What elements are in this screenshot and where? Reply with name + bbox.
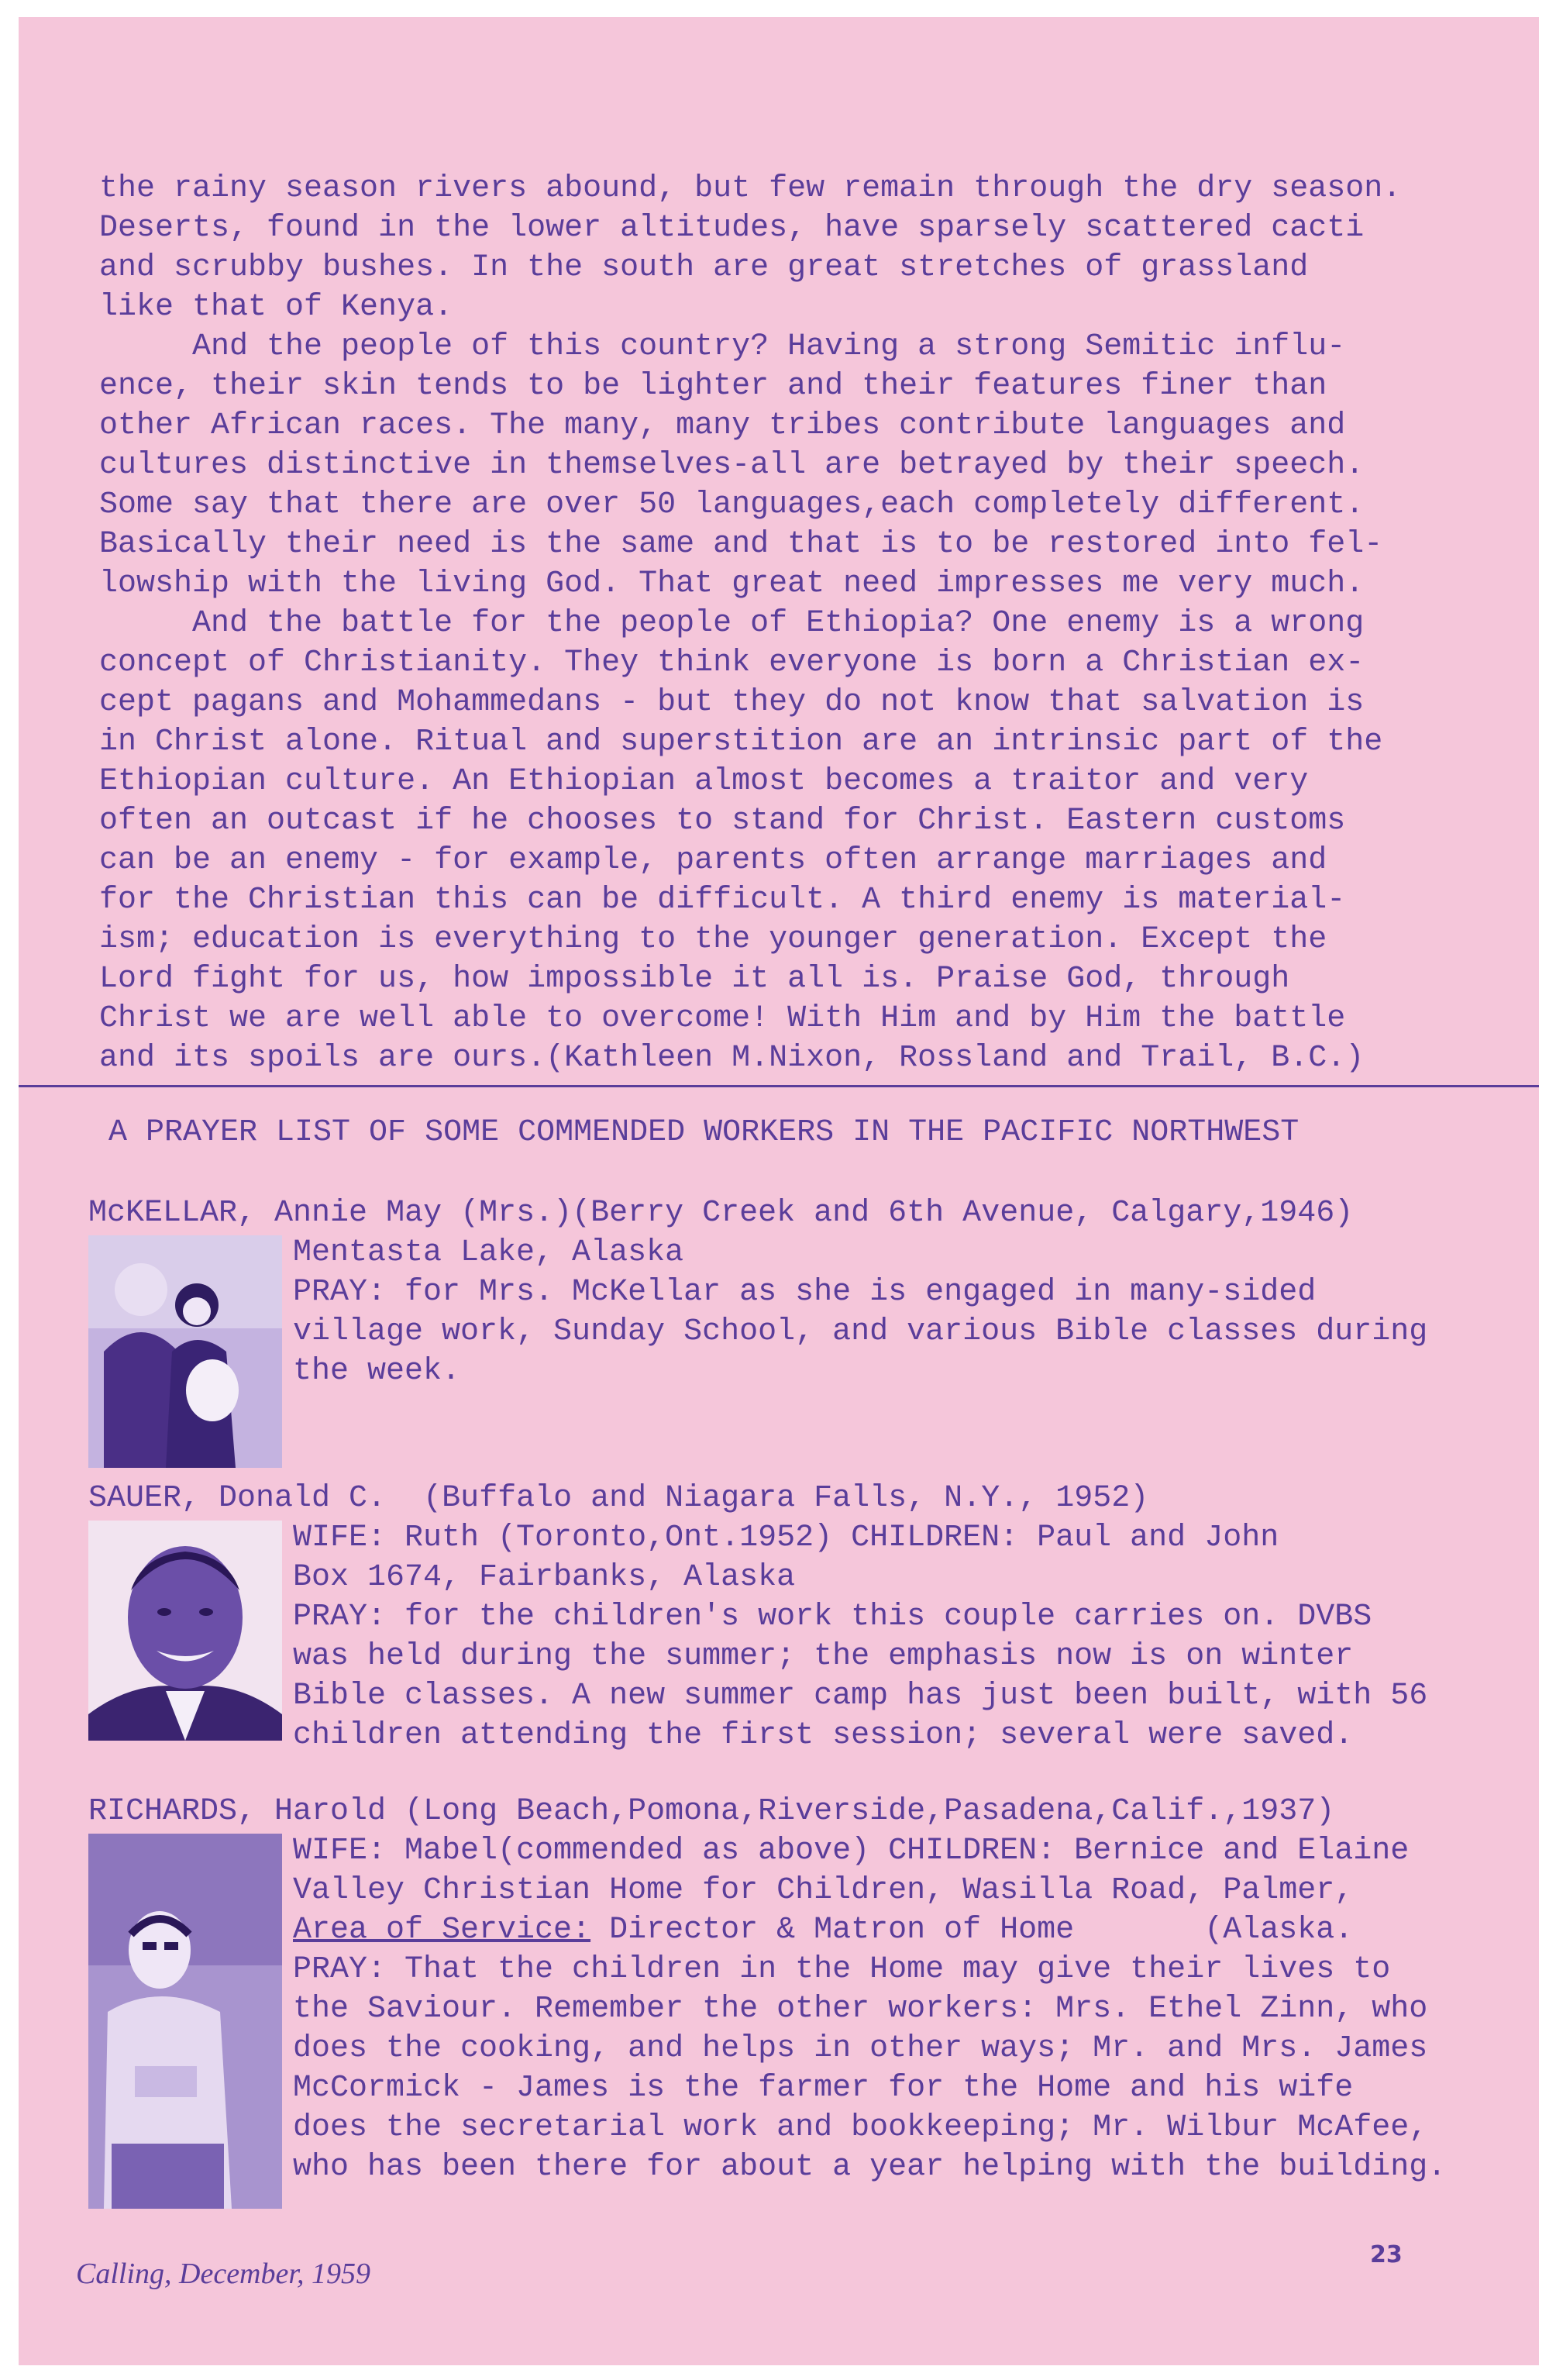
worker-photo-mckellar	[88, 1235, 282, 1468]
worker-name-line: McKELLAR, Annie May (Mrs.)(Berry Creek and 6th Avenue, Calgary,1946)	[88, 1196, 1354, 1231]
sauer-photo-image	[88, 1521, 282, 1741]
worker-photo-sauer	[88, 1521, 282, 1741]
worker-details: Mentasta Lake, Alaska PRAY: for Mrs. McKellar as she is engaged in many-sided village work, Sunday School, and various Bible classes during the week.	[293, 1235, 1428, 1389]
prayer-list-heading: A PRAYER LIST OF SOME COMMENDED WORKERS IN THE PACIFIC NORTHWEST	[108, 1115, 1300, 1150]
worker-entry-richards	[88, 1792, 1447, 2185]
worker-details	[293, 1831, 1446, 2187]
worker-name-line: SAUER, Donald C. (Buffalo and Niagara Falls, N.Y., 1952)	[88, 1481, 1149, 1516]
page-number: 23	[1370, 2241, 1403, 2268]
worker-entry-mckellar	[88, 1193, 1428, 1389]
section-divider	[19, 1085, 1539, 1087]
mckellar-photo-image	[88, 1235, 282, 1468]
richards-photo-image	[88, 1834, 282, 2209]
area-of-service-label: Area of Service:	[293, 1913, 591, 1948]
worker-details-part: WIFE: Mabel(commended as above) CHILDREN: Bernice and Elaine Valley Christian Home for Children, Wasilla Road, Palmer,	[293, 1834, 1410, 1908]
worker-details: WIFE: Ruth (Toronto,Ont.1952) CHILDREN: Paul and John Box 1674, Fairbanks, Alaska PRAY: for the children's work this couple carries on. DVBS was held during the summer; the emphasis now is on winter Bible classes. A new summer camp has just been built, with 56 children attending the first session; several were saved.	[293, 1521, 1428, 1753]
worker-entry-sauer	[88, 1479, 1428, 1753]
worker-photo-richards	[88, 1834, 282, 2209]
worker-name-line: RICHARDS, Harold (Long Beach,Pomona,Riverside,Pasadena,Calif.,1937)	[88, 1794, 1335, 1829]
magazine-page	[19, 17, 1539, 2365]
intro-article-text: the rainy season rivers abound, but few remain through the dry season. Deserts, found in the lower altitudes, have sparsely scattered cacti and scrubby bushes. In the south are great stretches of grassland like that of Kenya. And the people of this country? Having a strong Semitic influ- ence, their skin tends to be lighter and their features finer than other African races. The many, many tribes contribute languages and cultures distinctive in themselves-all are betrayed by their speech. Some say that there are over 50 languages,each completely different. Basically their need is the same and that is to be restored into fel- lowship with the living God. That great need impresses me very much. And the battle for the people of Ethiopia? One enemy is a wrong concept of Christianity. They think everyone is born a Christian ex- cept pagans and Mohammedans - but they do not know that salvation is in Christ alone. Ritual and superstition are an intrinsic part of the Ethiopian culture. An Ethiopian almost becomes a traitor and very often an outcast if he chooses to stand for Christ. Eastern customs can be an enemy - for example, parents often arrange marriages and for the Christian this can be difficult. A third enemy is material- ism; education is everything to the younger generation. Except the Lord fight for us, how impossible it all is. Praise God, through Christ we are well able to overcome! With Him and by Him the battle and its spoils are ours.(Kathleen M.Nixon, Rossland and Trail, B.C.)	[99, 171, 1402, 1076]
worker-details-part: Director & Matron of Home (Alaska. PRAY: That the children in the Home may give their lives to the Saviour. Remember the other workers: Mrs. Ethel Zinn, who does the cooking, and helps in other ways; Mr. and Mrs. James McCormick - James is the farmer for the Home and his wife does the secretarial work and bookkeeping; Mr. Wilbur McAfee, who has been there for about a year helping with the building.	[293, 1913, 1447, 2185]
publication-footer: Calling, December, 1959	[76, 2258, 370, 2290]
